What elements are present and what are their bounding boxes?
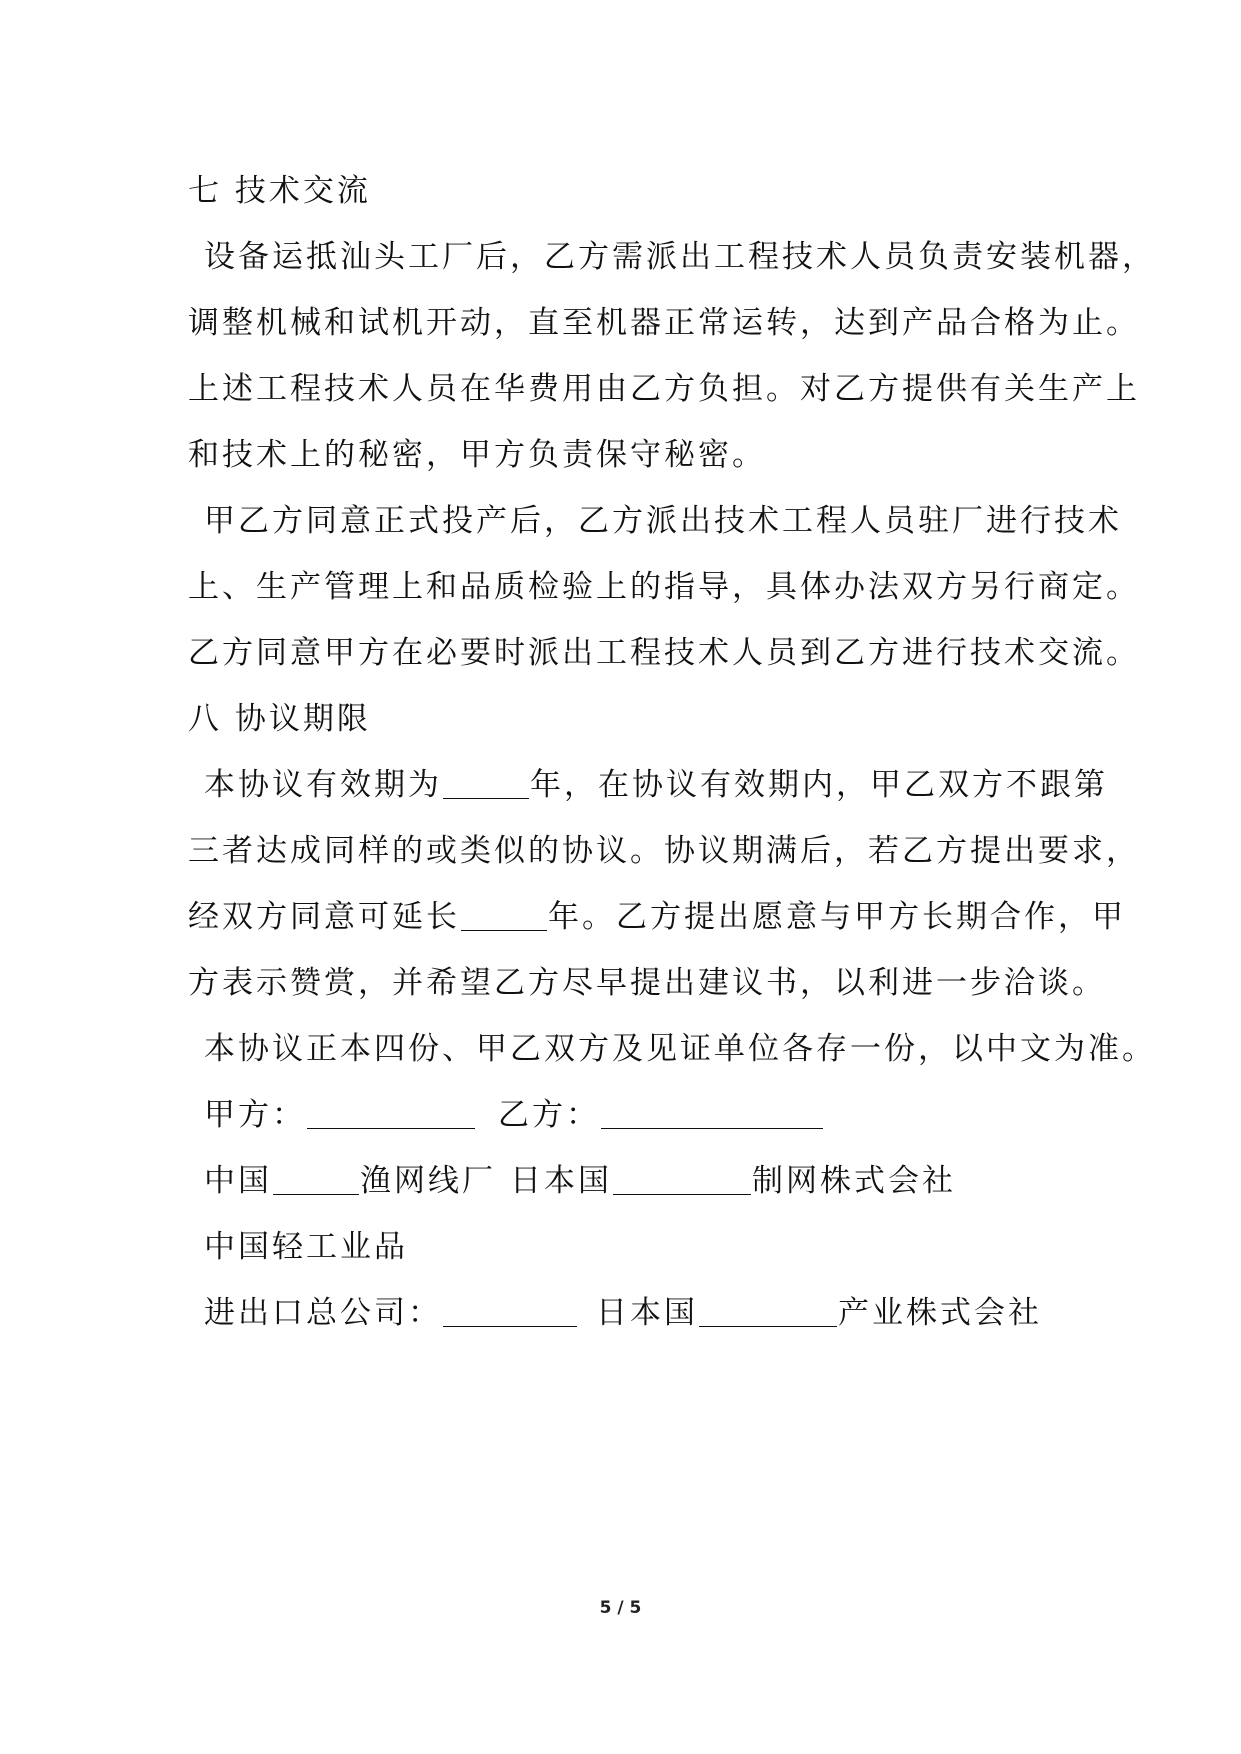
text: 渔网线厂 [360,1163,496,1199]
text: 方表示赞赏，并希望乙方尽早提出建议书，以利进一步洽谈。 [188,965,1106,1001]
text: 调整机械和试机开动，直至机器正常运转，达到产品合格为止。 [188,305,1140,341]
document-body [188,158,1156,1346]
signature-line-1 [188,1148,1068,1214]
signature-line-3 [188,1280,1068,1346]
text: 中国 [204,1163,272,1199]
blank-field [699,1295,837,1327]
text: 上、生产管理上和品质检验上的指导，具体办法双方另行商定。 [188,569,1140,605]
text: 上述工程技术人员在华费用由乙方负担。对乙方提供有关生产上 [188,371,1140,407]
text: 年，在协议有效期内，甲乙双方不跟第 [530,767,1108,803]
heading-text: 七 技术交流 [188,173,371,209]
blank-extension-field [461,899,547,931]
paragraph-line [188,818,1140,884]
paragraph-line [188,620,1140,686]
signature-parties [188,1082,1068,1148]
signature-line-2 [188,1214,1068,1280]
text: 经双方同意可延长 [188,899,460,935]
text: 本协议正本四份、甲乙双方及见证单位各存一份，以中文为准。 [204,1031,1156,1067]
party-b-blank [601,1097,823,1129]
paragraph-line [188,224,1156,290]
text: 制网株式会社 [752,1163,956,1199]
text: 中国轻工业品 [204,1229,408,1265]
blank-field [273,1163,359,1195]
text: 本协议有效期为 [204,767,442,803]
blank-field [443,1295,577,1327]
text: 进出口总公司： [204,1295,442,1331]
text: 三者达成同样的或类似的协议。协议期满后，若乙方提出要求， [188,833,1140,869]
section-heading-agreement-term [188,686,1068,752]
paragraph-line [188,488,1122,554]
text: 产业株式会社 [838,1295,1042,1331]
party-a-label: 甲方： [204,1097,306,1133]
blank-field [613,1163,751,1195]
text: 乙方同意甲方在必要时派出工程技术人员到乙方进行技术交流。 [188,635,1140,671]
text: 日本国 [510,1163,612,1199]
party-b-label: 乙方： [498,1097,600,1133]
heading-text: 八 协议期限 [188,701,371,737]
page-number: 5 / 5 [599,1598,642,1618]
text: 日本国 [596,1295,698,1331]
paragraph-line [188,422,1068,488]
paragraph-line [188,752,1108,818]
text: 甲乙方同意正式投产后，乙方派出技术工程人员驻厂进行技术 [204,503,1122,539]
party-a-blank [307,1097,475,1129]
section-heading-tech-exchange [188,158,1068,224]
paragraph-line [188,356,1140,422]
text: 设备运抵汕头工厂后，乙方需派出工程技术人员负责安装机器， [204,239,1156,275]
text: 和技术上的秘密，甲方负责保守秘密。 [188,437,766,473]
paragraph-line [188,950,1106,1016]
paragraph-line [188,1016,1156,1082]
text: 年。乙方提出愿意与甲方长期合作，甲 [548,899,1126,935]
paragraph-line [188,554,1140,620]
blank-years-field [443,767,529,799]
paragraph-line [188,290,1140,356]
paragraph-line [188,884,1126,950]
